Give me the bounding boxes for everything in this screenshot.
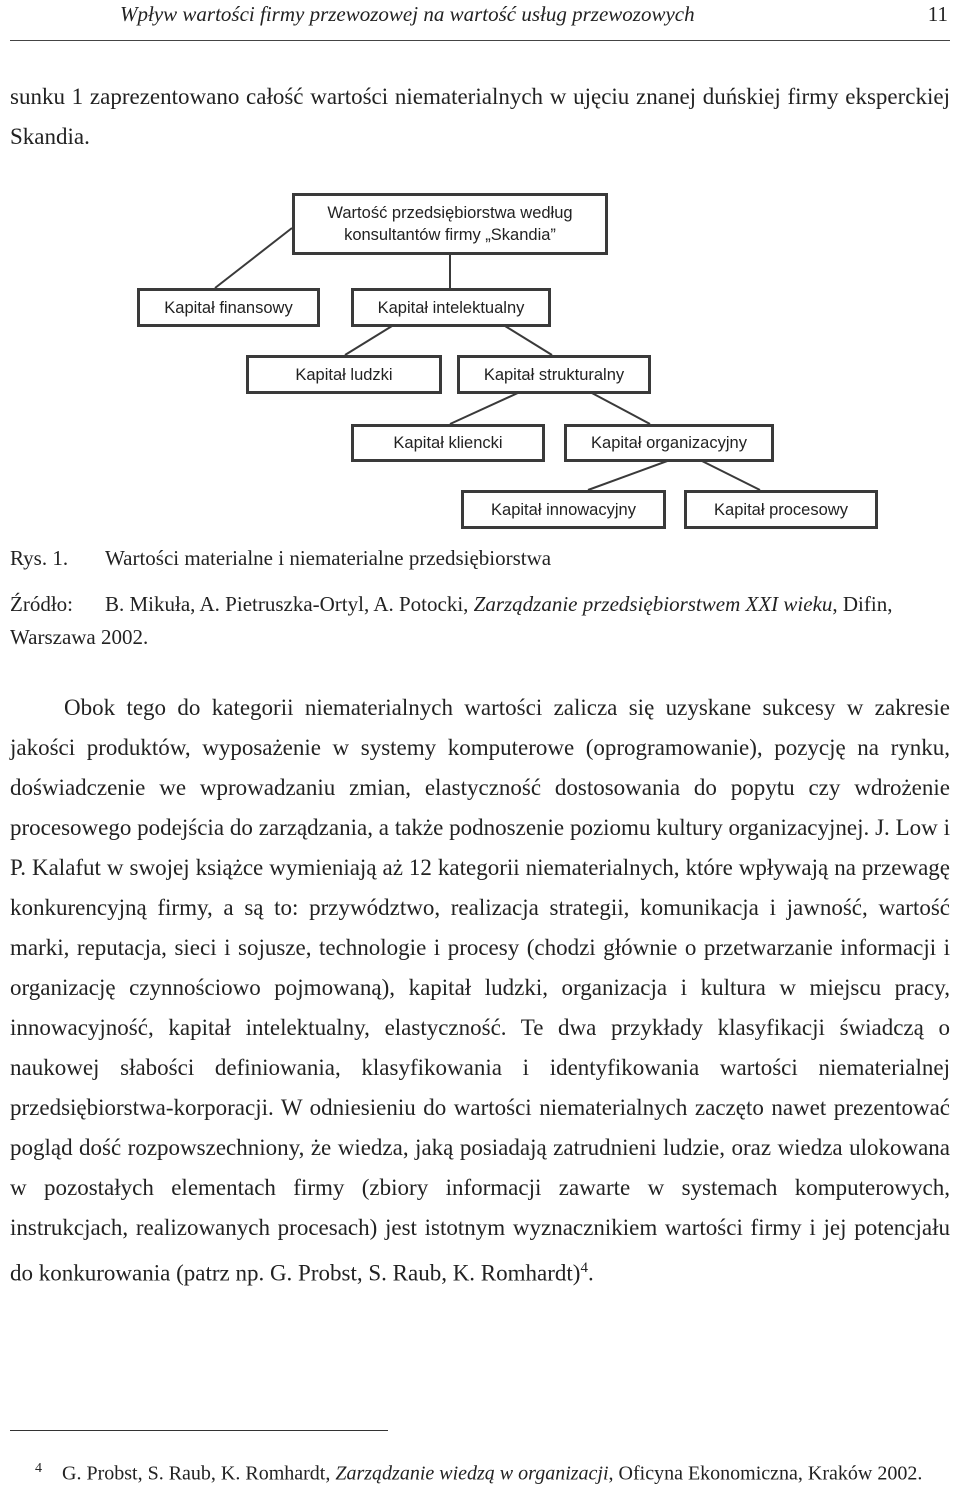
- box-kapital-kliencki: Kapitał kliencki: [351, 424, 545, 462]
- figure-caption: [10, 546, 551, 571]
- figure-source: [10, 588, 955, 654]
- diagram-root-box: Wartość przedsiębiorstwa według konsultantów firmy „Skandia”: [292, 193, 608, 255]
- skandia-diagram: [0, 0, 960, 540]
- intro-paragraph: sunku 1 zaprezentowano całość wartości niematerialnych w ujęciu znanej duńskiej firmy eksperckiej Skandia.: [10, 84, 950, 149]
- body-text: Obok tego do kategorii niematerialnych wartości zalicza się uzyskane sukcesy w zakresie jakości produktów, wyposażenie w systemy komputerowe (oprogramowanie), pozycję na rynku, doświadczenie we wprowadzaniu zmian, elastyczność dostosowania do popytu czy wdrożenie procesowego podejścia do zarządzania, a także podnoszenie poziomu kultury organizacyjnej. J. Low i P. Kalafut w swojej książce wymieniają aż 12 kategorii niematerialnych, które wpływają na przewagę konkurencyjną firmy, a są to: przywództwo, realizacja strategii, komunikacja i jawność, wartość marki, reputacja, sieci i sojusze, technologie i procesy (chodzi głównie o przetwarzanie informacji i organizację czynnościowo pojmowaną), kapitał ludzki, organizacja i kultura w miejscu pracy, innowacyjność, kapitał intelektualny, elastyczność. Te dwa przykłady klasyfikacji świadczą o naukowej słabości definiowania, klasyfikowania i identyfikowania wartości niematerialnej przedsiębiorstwa-korporacji. W odniesieniu do wartości niematerialnych zaczęto nawet prezentować pogląd dość rozpowszechniony, że wiedza, jaką posiadają zatrudnieni ludzie, oraz wiedza ulokowana w pozostałych elementach firmy (zbiory informacji zawarte w systemach komputerowych, instrukcjach, realizowanych procesach) jest istotnym wyznacznikiem wartości firmy i jej potencjału do konkurowania (patrz np. G. Probst, S. Raub, K. Romhardt): [10, 695, 950, 1286]
- page-number: 11: [927, 2, 948, 26]
- box-kapital-organizacyjny: Kapitał organizacyjny: [564, 424, 774, 462]
- box-kapital-intelektualny: Kapitał intelektualny: [351, 288, 551, 327]
- footnote: [10, 1455, 955, 1488]
- footnote-rest: , Oficyna Ekonomiczna, Kraków 2002.: [608, 1462, 923, 1485]
- footnote-number: 4: [35, 1461, 42, 1476]
- figure-label: Rys. 1.: [10, 546, 69, 570]
- footnote-title: Zarządzanie wiedzą w organizacji: [335, 1462, 609, 1485]
- source-authors: B. Mikuła, A. Pietruszka-Ortyl, A. Potocki,: [105, 592, 469, 616]
- box-kapital-strukturalny: Kapitał strukturalny: [457, 355, 651, 394]
- box-kapital-innowacyjny: Kapitał innowacyjny: [461, 490, 666, 529]
- footnote-authors: G. Probst, S. Raub, K. Romhardt,: [62, 1462, 331, 1485]
- footnote-reference: 4: [580, 1260, 588, 1276]
- box-kapital-finansowy: Kapitał finansowy: [137, 288, 320, 327]
- box-kapital-procesowy: Kapitał procesowy: [684, 490, 878, 529]
- box-kapital-ludzki: Kapitał ludzki: [246, 355, 442, 394]
- figure-caption-text: Wartości materialne i niematerialne przedsiębiorstwa: [105, 546, 552, 570]
- body-paragraph: Obok tego do kategorii niematerialnych wartości zalicza się uzyskane sukcesy w zakresie jakości produktów, wyposażenie w systemy komputerowe (oprogramowanie), pozycję na rynku, doświadczenie we wprowadzaniu zmian, elastyczność dostosowania do popytu czy wdrożenie procesowego podejścia do zarządzania, a także podnoszenie poziomu kultury organizacyjnej. J. Low i P. Kalafut w swojej książce wymieniają aż 12 kategorii niematerialnych, które wpływają na przewagę konkurencyjną firmy, a są to: przywództwo, realizacja strategii, komunikacja i jawność, wartość marki, reputacja, sieci i sojusze, technologie i procesy (chodzi głównie o przetwarzanie informacji i organizację czynnościowo pojmowaną), kapitał ludzki, organizacja i kultura w miejscu pracy, innowacyjność, kapitał intelektualny, elastyczność. Te dwa przykłady klasyfikacji świadczą o naukowej słabości definiowania, klasyfikowania i identyfikowania wartości niematerialnej przedsiębiorstwa-korporacji. W odniesieniu do wartości niematerialnych zaczęto nawet prezentować pogląd dość rozpowszechniony, że wiedza, jaką posiadają zatrudnieni ludzie, oraz wiedza ulokowana w pozostałych elementach firmy (zbiory informacji zawarte w systemach komputerowych, instrukcjach, realizowanych procesach) jest istotnym wyznacznikiem wartości firmy i jej potencjału do konkurowania (patrz np. G. Probst, S. Raub, K. Romhardt)$^4$.: [10, 695, 950, 1286]
- footnote-divider: [10, 1430, 388, 1431]
- source-label: Źródło:: [10, 592, 73, 616]
- source-title: Zarządzanie przedsiębiorstwem XXI wieku: [473, 592, 833, 616]
- source-rest: , Difin, Warszawa 2002.: [10, 592, 893, 649]
- header-title: Wpływ wartości firmy przewozowej na wartość usług przewozowych: [120, 2, 695, 26]
